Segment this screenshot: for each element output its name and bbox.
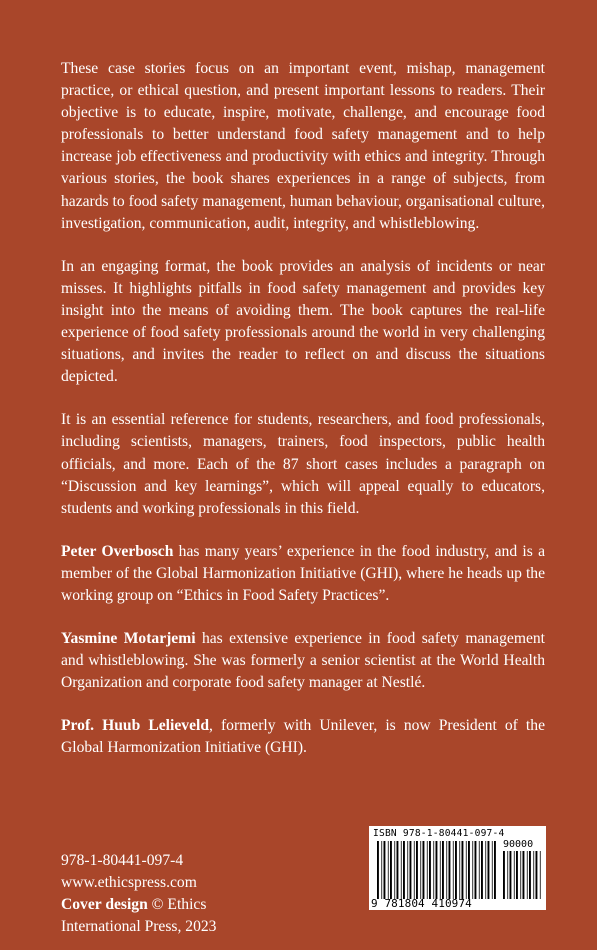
blurb — [61, 58, 545, 781]
blurb-paragraph-2: In an engaging format, the book provides an analysis of incidents or near misses. It highlights pitfalls in food safety management and provides key insight into the means of avoiding them. The book captures the real-life experience of food safety professionals around the world in very challenging situations, and invites the reader to reflect on and discuss the situations depicted. — [61, 257, 545, 386]
cover-design-label: Cover design — [61, 896, 148, 913]
colophon — [61, 850, 216, 938]
isbn-text: 978-1-80441-097-4 — [61, 852, 184, 869]
author-name: Yasmine Motarjemi — [61, 630, 196, 648]
barcode-isbn-label: ISBN 978-1-80441-097-4 — [373, 828, 505, 839]
author-name: Peter Overbosch — [61, 542, 174, 560]
cover-design-rest: © Ethics — [147, 896, 207, 913]
author-bio-lelieveld — [61, 715, 545, 759]
author-bio-text: has extensive experience in food safety management and whistleblowing. She was formerly a senior scientist at the World Health Organization and corporate food safety manager at Nestlé. — [61, 630, 545, 692]
publisher-line: International Press, 2023 — [61, 918, 217, 935]
website-text: www.ethicspress.com — [61, 874, 197, 891]
author-bio-motarjemi — [61, 628, 545, 694]
barcode-price-code: 90000 — [503, 839, 534, 850]
barcode-bars — [377, 841, 497, 899]
author-bio-overbosch — [61, 541, 545, 607]
blurb-paragraph-1: These case stories focus on an important event, mishap, management practice, or ethical question, and present important lessons to readers. Their objective is to educate, inspire, motivate, challenge, and encourage food professionals to better understand food safety management and to help increase job effectiveness and productivity with ethics and integrity. Through various stories, the book shares experiences in a range of subjects, from hazards to food safety management, human behaviour, organisational culture, investigation, communication, audit, integrity, and whistleblowing. — [61, 60, 545, 232]
barcode — [369, 826, 546, 910]
author-name: Prof. Huub Lelieveld — [61, 717, 209, 735]
author-bio-text: , formerly with Unilever, is now President of the Global Harmonization Initiative (GHI). — [61, 717, 545, 757]
barcode-digits: 9 781804 410974 — [371, 897, 472, 910]
cover-design-credit — [61, 894, 216, 916]
author-bio-text: has many years’ experience in the food industry, and is a member of the Global Harmonization Initiative (GHI), where he heads up the working group on “Ethics in Food Safety Practices”. — [61, 542, 546, 604]
barcode-addon-bars — [503, 851, 543, 899]
blurb-paragraph-3: It is an essential reference for students, researchers, and food professionals, including scientists, managers, trainers, food inspectors, public health officials, and more. Each of the 87 short cases includes a paragraph on “Discussion and key learnings”, which will appeal equally to educators, students and working professionals in this field. — [61, 411, 545, 517]
